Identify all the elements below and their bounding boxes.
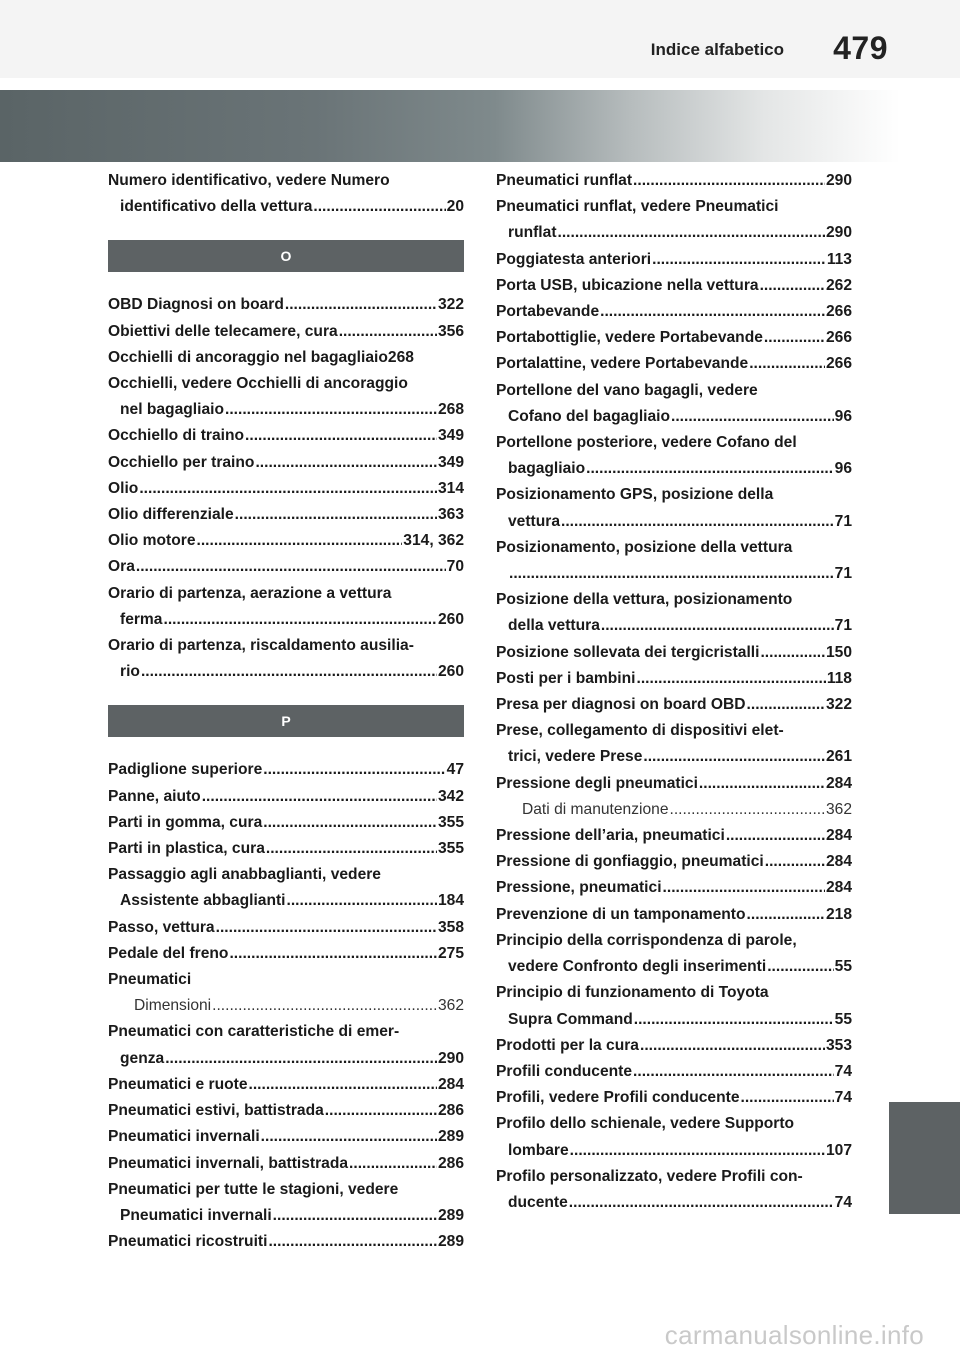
entry-text-line: Posizione della vettura, posizionamento [496, 591, 793, 609]
entry-term: Padiglione superiore [108, 761, 263, 779]
dot-leader [569, 1190, 834, 1216]
index-entry [108, 1177, 464, 1229]
index-entry [108, 292, 464, 318]
page-reference: 286 [437, 1154, 464, 1172]
page-reference: 70 [446, 558, 464, 576]
entry-term: genza [120, 1049, 165, 1067]
index-entry [496, 168, 852, 194]
dot-leader [747, 692, 825, 718]
page-reference: 268 [387, 348, 414, 366]
page-reference: 261 [825, 748, 852, 766]
page-reference: 322 [825, 696, 852, 714]
entry-term: Passo, vettura [108, 918, 215, 936]
entry-text-line: Occhielli, vedere Occhielli di ancoraggio [108, 375, 408, 393]
dot-leader [767, 954, 833, 980]
entry-text-line: Posizionamento, posizione della vettura [496, 538, 793, 556]
page-reference: 284 [825, 774, 852, 792]
page-reference: 355 [437, 840, 464, 858]
index-entry [496, 980, 852, 1032]
index-entry [108, 371, 464, 423]
entry-term: Posti per i bambini [496, 669, 636, 687]
index-entry [496, 666, 852, 692]
page-reference: 322 [437, 296, 464, 314]
dot-leader [765, 849, 825, 875]
dot-leader [570, 1138, 825, 1164]
page-number: 479 [833, 30, 888, 66]
page-reference: 284 [825, 853, 852, 871]
index-entry [496, 1164, 852, 1216]
page-reference: 218 [825, 905, 852, 923]
dot-leader [263, 757, 445, 783]
entry-text-line: Posizionamento GPS, posizione della [496, 486, 774, 504]
entry-text-line: Numero identificativo, vedere Numero [108, 172, 390, 189]
dot-leader [349, 1151, 437, 1177]
dot-leader [197, 528, 403, 554]
page-reference: 342 [437, 787, 464, 805]
entry-term: Dati di manutenzione [522, 800, 669, 818]
page-reference: 349 [437, 427, 464, 445]
page-reference: 284 [437, 1075, 464, 1093]
index-entry [496, 875, 852, 901]
page-reference: 314, 362 [403, 532, 464, 550]
index-entry [496, 771, 852, 797]
index-entry [108, 554, 464, 580]
index-entry [108, 1019, 464, 1071]
page-reference: 71 [834, 565, 852, 583]
index-entry [496, 325, 852, 351]
page-reference: 71 [834, 512, 852, 530]
index-entry [108, 967, 464, 993]
entry-term: Pneumatici [108, 971, 192, 989]
page-reference: 289 [437, 1233, 464, 1251]
entry-term: OBD Diagnosi on board [108, 296, 284, 314]
dot-leader [225, 397, 437, 423]
page-reference: 289 [437, 1128, 464, 1146]
index-subentry [496, 797, 852, 823]
index-entry [108, 528, 464, 554]
index-entry [496, 849, 852, 875]
index-entry [108, 915, 464, 941]
index-entry [108, 581, 464, 633]
dot-leader [235, 502, 437, 528]
page-reference: 266 [825, 303, 852, 321]
index-entry [108, 168, 464, 220]
entry-term: Pneumatici invernali [120, 1206, 272, 1224]
dot-leader [313, 194, 445, 220]
entry-term: ducente [508, 1193, 568, 1211]
index-entry [108, 810, 464, 836]
dot-leader [741, 1085, 834, 1111]
index-entry [108, 1124, 464, 1150]
page-reference: 290 [437, 1049, 464, 1067]
page-reference: 55 [834, 958, 852, 976]
index-column-right [496, 168, 852, 1216]
dot-leader [760, 273, 825, 299]
dot-leader [652, 247, 826, 273]
dot-leader [663, 875, 825, 901]
entry-term: Dimensioni [134, 997, 212, 1015]
dot-leader [670, 797, 825, 823]
index-entry [496, 1085, 852, 1111]
entry-term: Pneumatici runflat [496, 172, 633, 189]
entry-term: Porta USB, ubicazione nella vettura [496, 276, 759, 294]
index-entry [496, 194, 852, 246]
entry-term: Pneumatici e ruote [108, 1075, 248, 1093]
entry-text-line: Principio di funzionamento di Toyota [496, 984, 769, 1002]
entry-term: Pressione degli pneumatici [496, 774, 698, 792]
page-reference: 356 [437, 322, 464, 340]
entry-term: trici, vedere Prese [508, 748, 643, 766]
index-entry [108, 502, 464, 528]
entry-term: Ora [108, 558, 135, 576]
index-entry [108, 862, 464, 914]
page-reference: 353 [825, 1036, 852, 1054]
dot-leader [726, 823, 825, 849]
entry-term: Supra Command [508, 1010, 633, 1028]
entry-term: Portabevande [496, 303, 600, 321]
dot-leader [671, 404, 834, 430]
dot-leader [165, 1046, 437, 1072]
page-reference: 290 [825, 224, 852, 242]
index-entry [496, 351, 852, 377]
index-entry [108, 1098, 464, 1124]
index-entry [496, 718, 852, 770]
entry-term: Posizione sollevata dei tergicristalli [496, 643, 760, 661]
index-entry [496, 928, 852, 980]
page-reference: 55 [834, 1010, 852, 1028]
dot-leader [212, 993, 437, 1019]
dot-leader [586, 456, 834, 482]
entry-term: Pneumatici invernali, battistrada [108, 1154, 349, 1172]
entry-term: Pneumatici ricostruiti [108, 1233, 268, 1251]
section-thumb-tab [889, 1102, 960, 1214]
dot-leader [509, 561, 834, 587]
page-reference: 275 [437, 944, 464, 962]
entry-term: Pneumatici estivi, battistrada [108, 1102, 324, 1120]
page-reference: 284 [825, 879, 852, 897]
page-reference: 150 [825, 643, 852, 661]
dot-leader [255, 450, 437, 476]
entry-term: Profili, vedere Profili conducente [496, 1089, 740, 1107]
entry-term: nel bagagliaio [120, 401, 224, 419]
page-reference: 74 [834, 1089, 852, 1107]
dot-leader [261, 1124, 437, 1150]
page-reference: 20 [446, 198, 464, 216]
entry-term: Occhiello per traino [108, 453, 255, 471]
entry-term: identificativo della vettura [120, 198, 313, 216]
page-reference: 74 [834, 1062, 852, 1080]
index-entry [496, 1033, 852, 1059]
page-reference: 268 [437, 401, 464, 419]
entry-term: Profili conducente [496, 1062, 633, 1080]
entry-text-line: Orario di partenza, riscaldamento ausilia- [108, 637, 414, 655]
entry-term: Parti in plastica, cura [108, 840, 265, 858]
page-reference: 314 [437, 479, 464, 497]
page-reference: 113 [826, 250, 852, 268]
entry-text-line: Pneumatici per tutte le stagioni, vedere [108, 1180, 399, 1198]
entry-text-line: Passaggio agli anabbaglianti, vedere [108, 866, 381, 884]
index-entry [108, 784, 464, 810]
entry-text-line: Profilo dello schienale, vedere Supporto [496, 1115, 795, 1133]
index-entry [496, 299, 852, 325]
entry-term: Cofano del bagagliaio [508, 407, 671, 425]
page-reference: 47 [446, 761, 464, 779]
index-entry [108, 633, 464, 685]
dot-leader [136, 554, 446, 580]
entry-text-line: Profilo personalizzato, vedere Profili con- [496, 1167, 803, 1185]
dot-leader [600, 299, 825, 325]
dot-leader [640, 1033, 825, 1059]
dot-leader [229, 941, 437, 967]
entry-term: Olio [108, 479, 139, 497]
section-title: Indice alfabetico [650, 40, 784, 59]
index-entry [496, 640, 852, 666]
index-entry [108, 476, 464, 502]
dot-leader [558, 220, 825, 246]
page-reference: 289 [437, 1206, 464, 1224]
dot-leader [339, 319, 437, 345]
index-entry [108, 319, 464, 345]
entry-term: Portabottiglie, vedere Portabevande [496, 329, 763, 347]
page-reference: 362 [825, 800, 852, 818]
dot-leader [760, 640, 825, 666]
page-reference: 96 [834, 407, 852, 425]
index-entry [496, 902, 852, 928]
dot-leader [325, 1098, 437, 1124]
index-entry [496, 430, 852, 482]
entry-term: runflat [508, 224, 557, 242]
dot-leader [141, 659, 437, 685]
dot-leader [163, 607, 436, 633]
entry-text-line: Prese, collegamento di dispositivi elet- [496, 722, 784, 740]
entry-term: lombare [508, 1141, 569, 1159]
entry-text-line: Principio della corrispondenza di parole, [496, 931, 797, 949]
entry-term: Pressione di gonfiaggio, pneumatici [496, 853, 764, 871]
dot-leader [749, 351, 825, 377]
page-reference: 290 [825, 172, 852, 189]
entry-term: Prevenzione di un tamponamento [496, 905, 746, 923]
entry-term: della vettura [508, 617, 600, 635]
dot-leader [287, 888, 437, 914]
index-entry [496, 823, 852, 849]
page-reference: 362 [437, 997, 464, 1015]
page-reference: 96 [834, 460, 852, 478]
dot-leader [202, 784, 437, 810]
index-entry [108, 1229, 464, 1255]
index-entry [496, 1059, 852, 1085]
page-reference: 262 [825, 276, 852, 294]
entry-term: Parti in gomma, cura [108, 813, 263, 831]
index-entry [496, 247, 852, 273]
page-reference: 118 [826, 669, 852, 687]
letter-heading: O [108, 240, 464, 272]
index-entry [496, 378, 852, 430]
entry-term: Panne, aiuto [108, 787, 201, 805]
index-column-left [108, 168, 464, 1255]
dot-leader [216, 915, 437, 941]
index-entry [108, 423, 464, 449]
page-reference: 284 [825, 827, 852, 845]
index-entry [496, 587, 852, 639]
entry-term: bagagliaio [508, 460, 586, 478]
entry-term: vettura [508, 512, 560, 530]
dot-leader [633, 168, 825, 194]
page-reference: 71 [834, 617, 852, 635]
entry-term: Pressione dell’aria, pneumatici [496, 827, 725, 845]
index-entry [496, 482, 852, 534]
index-entry [108, 1151, 464, 1177]
dot-leader [263, 810, 437, 836]
dot-leader [245, 423, 437, 449]
page-reference: 260 [437, 663, 464, 681]
page-reference: 266 [825, 329, 852, 347]
entry-term: Prodotti per la cura [496, 1036, 639, 1054]
page-reference: 266 [825, 355, 852, 373]
dot-leader [285, 292, 437, 318]
dot-leader [601, 613, 834, 639]
page-reference: 260 [437, 610, 464, 628]
entry-term: Pedale del freno [108, 944, 229, 962]
dot-leader [699, 771, 825, 797]
dot-leader [637, 666, 826, 692]
index-entry [108, 757, 464, 783]
entry-term: vedere Confronto degli inserimenti [508, 958, 767, 976]
dot-leader [633, 1059, 834, 1085]
dot-leader [249, 1072, 437, 1098]
index-entry [108, 345, 464, 371]
page-reference: 74 [834, 1193, 852, 1211]
entry-text-line: Portellone posteriore, vedere Cofano del [496, 434, 797, 452]
index-entry [496, 273, 852, 299]
index-subentry [108, 993, 464, 1019]
entry-text-line: Pneumatici con caratteristiche di emer- [108, 1023, 400, 1041]
entry-text-line: Orario di partenza, aerazione a vettura [108, 584, 392, 602]
entry-term: Pressione, pneumatici [496, 879, 662, 897]
dot-leader [266, 836, 437, 862]
entry-term: Assistente abbaglianti [120, 892, 286, 910]
entry-term: Poggiatesta anteriori [496, 250, 652, 268]
index-entry [108, 941, 464, 967]
page-reference: 358 [437, 918, 464, 936]
header-bar [0, 0, 960, 78]
entry-term: Obiettivi delle telecamere, cura [108, 322, 338, 340]
entry-term: Portalattine, vedere Portabevande [496, 355, 749, 373]
entry-term: Olio motore [108, 532, 196, 550]
dot-leader [634, 1007, 834, 1033]
dot-leader [273, 1203, 437, 1229]
dot-leader [643, 744, 825, 770]
page-reference: 355 [437, 813, 464, 831]
entry-term: Occhiello di traino [108, 427, 245, 445]
index-entry [108, 450, 464, 476]
dot-leader [764, 325, 825, 351]
page-reference: 107 [825, 1141, 852, 1159]
entry-term: Presa per diagnosi on board OBD [496, 696, 746, 714]
entry-text-line: Pneumatici runflat, vedere Pneumatici [496, 198, 779, 216]
index-entry [496, 692, 852, 718]
page-reference: 349 [437, 453, 464, 471]
dot-leader [268, 1229, 437, 1255]
page-reference: 363 [437, 506, 464, 524]
dot-leader [561, 509, 834, 535]
page-reference: 184 [437, 892, 464, 910]
entry-term: Occhielli di ancoraggio nel bagagliaio [108, 348, 388, 366]
entry-text-line: Portellone del vano bagagli, vedere [496, 381, 758, 399]
entry-term: Pneumatici invernali [108, 1128, 260, 1146]
entry-term: ferma [120, 610, 163, 628]
watermark: carmanualsonline.info [664, 1320, 924, 1350]
dot-leader [747, 902, 825, 928]
page-reference: 286 [437, 1102, 464, 1120]
entry-term: Olio differenziale [108, 506, 234, 524]
index-entry [108, 836, 464, 862]
entry-term: rio [120, 663, 140, 681]
header-banner [0, 90, 900, 162]
index-entry [496, 535, 852, 587]
index-entry [496, 1111, 852, 1163]
index-entry [108, 1072, 464, 1098]
letter-heading: P [108, 705, 464, 737]
dot-leader [139, 476, 437, 502]
